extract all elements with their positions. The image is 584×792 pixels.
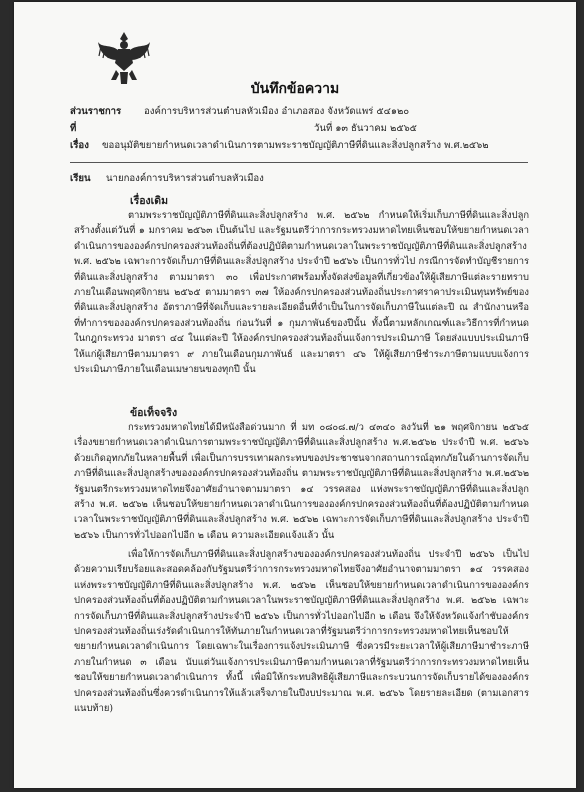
section-heading-background: เรื่องเดิม (130, 195, 168, 207)
agency-label: ส่วนราชการ (70, 106, 122, 117)
agency-value: องค์การบริหารส่วนตำบลหัวเมือง อำเภอสอง จังหวัดแพร่ ๕๔๑๒๐ (144, 106, 410, 117)
ref-label: ที่ (70, 123, 77, 134)
salutation-value: นายกองค์การบริหารส่วนตำบลหัวเมือง (106, 173, 264, 184)
memo-page (14, 2, 576, 788)
facts-paragraph-2: เพื่อให้การจัดเก็บภาษีที่ดินและสิ่งปลูกสร้างขององค์กรปกครองส่วนท้องถิ่น ประจำปี ๒๕๖๖ เป็นไปด้วยความเรียบร้อยและสอดคล้องกับรัฐมนตรีว่าการกระทรวงมหาดไทยจึงอาศัยอำนาจตามมาตรา ๑๔ วรรคสอง แห่งพระราชบัญญัติภาษีที่ดินและสิ่งปลูกสร้าง พ.ศ. ๒๕๖๒ เห็นชอบให้ขยายกำหนดเวลาดำเนินการขององค์กรปกครองส่วนท้องถิ่นที่ต้องปฏิบัติตามกำหนดเวลาในพระราชบัญญัติภาษีที่ดินและสิ่งปลูกสร้าง พ.ศ. ๒๕๖๒ เฉพาะการจัดเก็บภาษีที่ดินและสิ่งปลูกสร้างประจำปี ๒๕๖๖ เป็นการทั่วไปออกไปอีก ๒ เดือน จึงให้จังหวัดแจ้งกำชับองค์กรปกครองส่วนท้องถิ่นเร่งรัดดำเนินการให้ทันภายในกำหนดเวลาที่รัฐมนตรีว่าการกระทรวงมหาดไทยเห็นชอบให้ขยายกำหนดเวลาดำเนินการ โดยเฉพาะในเรื่องการแจ้งประเมินภาษี ซึ่งควรมีระยะเวลาให้ผู้เสียภาษีมาชำระภาษีภายในกำหนด ๓ เดือน นับแต่วันแจ้งการประเมินภาษีตามกำหนดเวลาที่รัฐมนตรีว่าการกระทรวงมหาดไทยเห็นชอบให้ขยายกำหนดเวลาดำเนินการ ทั้งนี้ เพื่อมิให้กระทบสิทธิผู้เสียภาษีและกระบวนการจัดเก็บรายได้ขององค์กรปกครองส่วนท้องถิ่นซึ่งควรดำเนินการให้แล้วเสร็จภายในปีงบประมาณ พ.ศ. ๒๕๖๖ โดยรายละเอียด (ตามเอกสารแนบท้าย) (74, 549, 529, 715)
salutation-label: เรียน (70, 173, 91, 184)
subject-value: ขออนุมัติขยายกำหนดเวลาดำเนินการตามพระราชบัญญัติภาษีที่ดินและสิ่งปลูกสร้าง พ.ศ.๒๕๖๒ (102, 140, 489, 151)
background-paragraph: ตามพระราชบัญญัติภาษีที่ดินและสิ่งปลูกสร้าง พ.ศ. ๒๕๖๒ กำหนดให้เริ่มเก็บภาษีที่ดินและสิ่งปลูกสร้างตั้งแต่วันที่ ๑ มกราคม ๒๕๖๓ เป็นต้นไป และรัฐมนตรีว่าการกระทรวงมหาดไทยเห็นชอบให้ขยายกำหนดเวลาดำเนินการขององค์กรปกครองส่วนท้องถิ่นที่ต้องปฏิบัติตามกำหนดเวลาในพระราชบัญญัติภาษีที่ดินและสิ่งปลูกสร้าง พ.ศ. ๒๕๖๒ เฉพาะการจัดเก็บภาษีที่ดินและสิ่งปลูกสร้าง ประจำปี ๒๕๖๖ เป็นการทั่วไป กรณีการจัดทำบัญชีรายการที่ดินและสิ่งปลูกสร้าง ตามมาตรา ๓๐ เพื่อประกาศพร้อมทั้งจัดส่งข้อมูลที่เกี่ยวข้องให้ผู้เสียภาษีแต่ละรายทราบภายในเดือนพฤศจิกายน ๒๕๖๕ ตามมาตรา ๓๗ ให้องค์กรปกครองส่วนท้องถิ่นประกาศราคาประเมินทุนทรัพย์ของที่ดินและสิ่งปลูกสร้าง อัตราภาษีที่จัดเก็บและรายละเอียดอื่นที่จำเป็นในการจัดเก็บภาษีในแต่ละปี ณ สำนักงานหรือที่ทำการขององค์กรปกครองส่วนท้องถิ่น ก่อนวันที่ ๑ กุมภาพันธ์ของปีนั้น ทั้งนี้ตามหลักเกณฑ์และวิธีการที่กำหนดในกฎกระทรวง มาตรา ๔๔ ในแต่ละปี ให้องค์กรปกครองส่วนท้องถิ่นแจ้งการประเมินภาษี โดยส่งแบบประเมินภาษีให้แก่ผู้เสียภาษีตามมาตรา ๙ ภายในเดือนกุมภาพันธ์ และมาตรา ๔๖ ให้ผู้เสียภาษีชำระภาษีตามแบบแจ้งการประเมินภาษีภายในเดือนเมษายนของทุกปี นั้น (74, 210, 529, 376)
facts-paragraph-1: กระทรวงมหาดไทยได้มีหนังสือด่วนมาก ที่ มท ๐๘๐๘.๗/ว ๔๓๔๐ ลงวันที่ ๒๑ พฤศจิกายน ๒๕๖๕ เรื่องขยายกำหนดเวลาดำเนินการตามพระราชบัญญัติภาษีที่ดินและสิ่งปลูกสร้าง พ.ศ.๒๕๖๒ ประจำปี พ.ศ. ๒๕๖๖ ด้วยเกิดอุทกภัยในหลายพื้นที่ เพื่อเป็นการบรรเทาผลกระทบของประชาชนจากสถานการณ์อุทกภัยในด้านการจัดเก็บภาษีที่ดินและสิ่งปลูกสร้างขององค์กรปกครองส่วนท้องถิ่น ตามพระราชบัญญัติภาษีที่ดินและสิ่งปลูกสร้าง พ.ศ.๒๕๖๒ รัฐมนตรีกระทรวงมหาดไทยจึงอาศัยอำนาจตามมาตรา ๑๔ วรรคสอง แห่งพระราชบัญญัติภาษีที่ดินและสิ่งปลูกสร้าง พ.ศ. ๒๕๖๒ เห็นชอบให้ขยายกำหนดเวลาดำเนินการขององค์กรปกครองส่วนท้องถิ่นที่ต้องปฏิบัติตามกำหนดเวลาในพระราชบัญญัติภาษีที่ดินและสิ่งปลูกสร้าง พ.ศ. ๒๕๖๒ เฉพาะการจัดเก็บภาษีที่ดินและสิ่งปลูกสร้าง ประจำปี ๒๕๖๖ เป็นการทั่วไปออกไปอีก ๒ เดือน ความละเอียดแจ้งแล้ว นั้น (74, 422, 529, 541)
subject-row (70, 140, 89, 152)
subject-label: เรื่อง (70, 140, 89, 151)
header-divider (70, 162, 528, 163)
ref-row (70, 123, 76, 135)
date-value: วันที่ ๑๓ ธันวาคม ๒๕๖๕ (314, 123, 417, 134)
memo-title: บันทึกข้อความ (250, 81, 340, 97)
agency-row (70, 106, 121, 118)
section-heading-facts: ข้อเท็จจริง (130, 407, 178, 419)
salutation-row (70, 173, 91, 185)
